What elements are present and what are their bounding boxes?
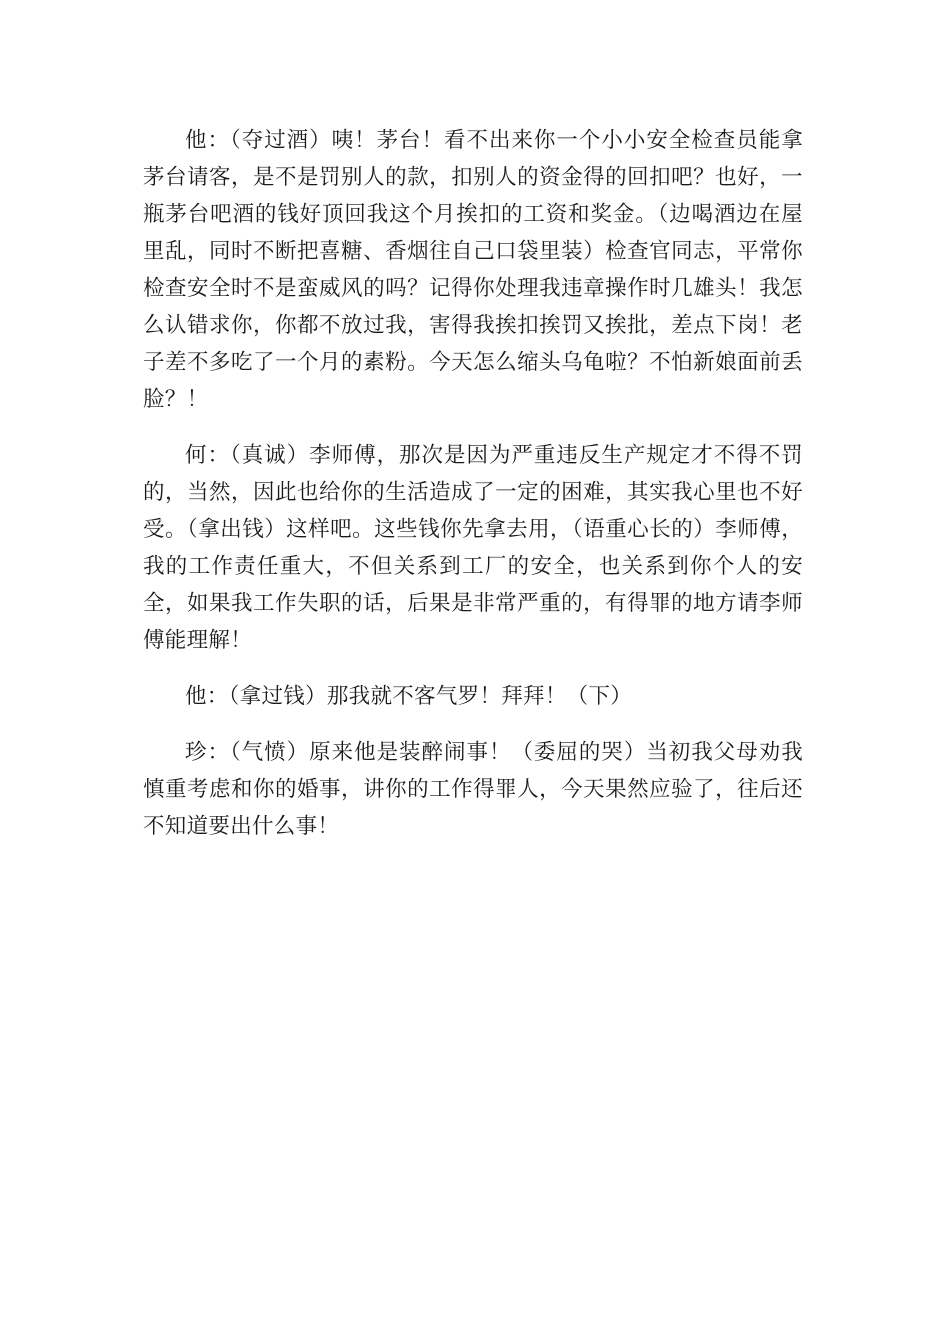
document-body bbox=[143, 122, 803, 864]
paragraph-1: 他：（夺过酒）咦！茅台！看不出来你一个小小安全检查员能拿茅台请客，是不是罚别人的款，扣别人的资金得的回扣吧？也好，一瓶茅台吧酒的钱好顶回我这个月挨扣的工资和奖金。（边喝酒边在屋里乱，同时不断把喜糖、香烟往自己口袋里装）检查官同志，平常你检查安全时不是蛮威风的吗？记得你处理我违章操作时几雄头！我怎么认错求你，你都不放过我，害得我挨扣挨罚又挨批，差点下岗！老子差不多吃了一个月的素粉。今天怎么缩头乌龟啦？不怕新娘面前丢脸？！ bbox=[143, 128, 803, 412]
paragraph-4: 珍：（气愤）原来他是装醉闹事！（委屈的哭）当初我父母劝我慎重考虑和你的婚事，讲你的工作得罪人，今天果然应验了，往后还不知道要出什么事！ bbox=[143, 740, 803, 839]
paragraph-3: 他：（拿过钱）那我就不客气罗！拜拜！（下） bbox=[185, 684, 633, 709]
paragraph-2: 何：（真诚）李师傅，那次是因为严重违反生产规定才不得不罚的，当然，因此也给你的生活造成了一定的困难，其实我心里也不好受。（拿出钱）这样吧。这些钱你先拿去用，（语重心长的）李师傅，我的工作责任重大，不但关系到工厂的安全，也关系到你个人的安全，如果我工作失职的话，后果是非常严重的，有得罪的地方请李师傅能理解！ bbox=[143, 443, 803, 653]
